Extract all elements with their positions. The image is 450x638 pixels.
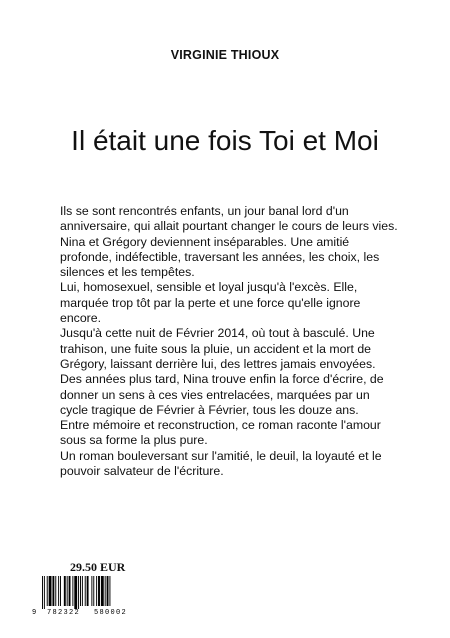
- barcode-bar: [98, 576, 100, 606]
- barcode-bar: [49, 576, 52, 606]
- barcode-bar: [85, 576, 86, 606]
- barcode-bar: [64, 576, 66, 606]
- barcode-bar: [105, 576, 106, 606]
- barcode-bar: [107, 576, 109, 606]
- barcode-first-digit: 9: [32, 609, 37, 616]
- price-label: 29.50 EUR: [70, 560, 126, 574]
- barcode-bar: [58, 576, 59, 606]
- blurb-paragraph: Jusqu'à cette nuit de Février 2014, où tout à basculé. Une trahison, une fuite sous la pluie, un accident et la mort de Grégory, laissant derrière lui, des lettres jamais envoyées.: [60, 326, 376, 371]
- barcode-bar: [82, 576, 83, 606]
- blurb-paragraph: Ils se sont rencontrés enfants, un jour banal lord d'un anniversaire, qui allait pourtant changer le cours de leurs vies. Nina et Grégory deviennent inséparables. Une amitié profonde, indéfectible, traversant les années, les choix, les silences et les tempêtes.: [60, 204, 398, 280]
- barcode-bar: [93, 576, 94, 606]
- barcode-bar: [67, 576, 68, 606]
- isbn-barcode: [30, 574, 148, 616]
- barcode-bar: [72, 576, 73, 606]
- barcode-bar: [96, 576, 97, 606]
- blurb-paragraph: Lui, homosexuel, sensible et loyal jusqu'à l'excès. Elle, marquée trop tôt par la perte et une force qu'elle ignore encore.: [60, 280, 361, 326]
- barcode-bar: [55, 576, 56, 606]
- barcode-bar: [44, 576, 45, 609]
- back-cover-blurb: [60, 204, 400, 479]
- barcode-bar: [74, 576, 77, 609]
- book-title: Il était une fois Toi et Moi: [71, 125, 379, 156]
- barcode-bar: [42, 576, 43, 609]
- barcode-right-digits: 580002: [94, 609, 128, 616]
- blurb-paragraph: Un roman bouleversant sur l'amitié, le deuil, la loyauté et le pouvoir salvateur de l'écriture.: [60, 448, 382, 479]
- blurb-paragraph: Des années plus tard, Nina trouve enfin la force d'écrire, de donner un sens à ces vies entrelacées, marquées par un cycle tragique de Février à Février, tous les douze ans.: [60, 372, 384, 417]
- author-name: VIRGINIE THIOUX: [170, 48, 280, 62]
- barcode-bar: [80, 576, 81, 606]
- barcode-bar: [47, 576, 48, 606]
- barcode-bar: [60, 576, 61, 606]
- barcode-bar: [87, 576, 89, 606]
- barcode-left-digits: 782322: [47, 609, 81, 616]
- barcode-bar: [69, 576, 71, 606]
- barcode-bar: [91, 576, 92, 606]
- barcode-bar: [109, 576, 110, 606]
- barcode-bar: [52, 576, 54, 606]
- barcode-bar: [78, 576, 79, 609]
- barcode-bars: [42, 576, 110, 609]
- blurb-paragraph: Entre mémoire et reconstruction, ce roman raconte l'amour sous sa forme la plus pure.: [60, 418, 381, 448]
- barcode-bar: [101, 576, 104, 606]
